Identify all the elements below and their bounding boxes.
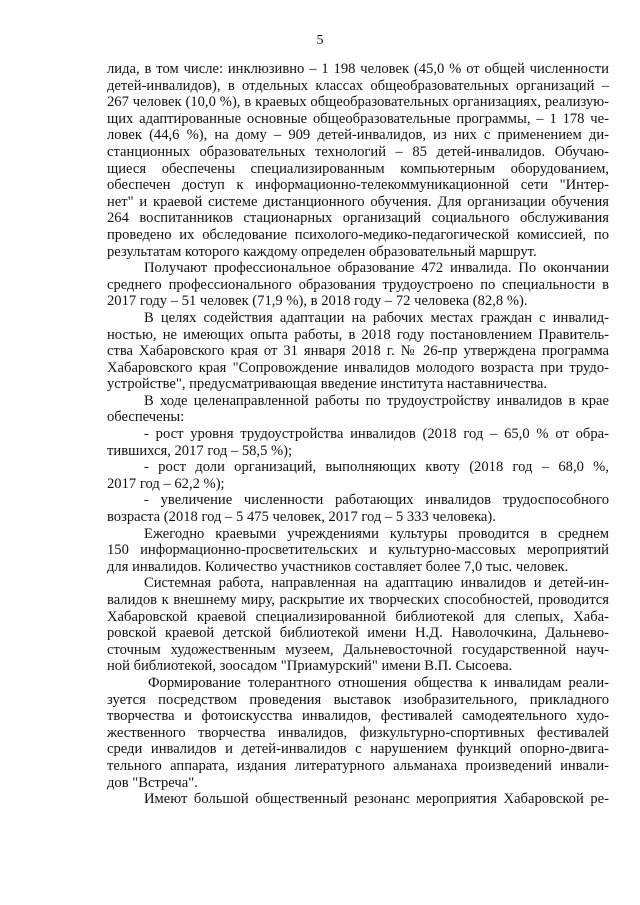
- text-line: результатам которого каждому определен образовательный маршрут.: [107, 243, 537, 260]
- text-line: 2017 год – 62,2 %);: [107, 475, 225, 492]
- text-line: Формирование толерантного отношения общества к инвалидам реали-: [148, 674, 609, 691]
- text-line: дов "Встреча".: [107, 774, 198, 791]
- text-line: ной библиотекой, зоосадом "Приамурский" имени В.П. Сысоева.: [107, 658, 513, 675]
- text-line: зуется посредством проведения выставок изобразительного, прикладного: [107, 691, 609, 708]
- text-line: устройстве", предусматривающая введение института наставничества.: [107, 376, 548, 393]
- text-line: ловек (44,6 %), на дому – 909 детей-инвалидов, из них с применением ди-: [107, 127, 609, 144]
- text-line: для инвалидов. Количество участников составляет более 7,0 тыс. человек.: [107, 558, 569, 575]
- text-line: жественного творчества инвалидов, физкультурно-спортивных фестивалей: [107, 724, 609, 741]
- text-line: В целях содействия адаптации на рабочих местах граждан с инвалид-: [144, 309, 609, 326]
- text-line: щиеся обеспечены специализированным компьютерным оборудованием,: [107, 160, 609, 177]
- text-line: - увеличение численности работающих инвалидов трудоспособного: [144, 492, 609, 509]
- text-line: Имеют большой общественный резонанс мероприятия Хабаровской ре-: [144, 791, 609, 808]
- text-line: ства Хабаровского края от 31 января 2018 г. № 26-пр утверждена программа: [107, 343, 609, 360]
- text-line: 150 информационно-просветительских и культурно-массовых мероприятий: [107, 542, 609, 559]
- text-line: 267 человек (10,0 %), в краевых общеобразовательных организациях, реализую-: [107, 94, 609, 111]
- text-line: 2017 году – 51 человек (71,9 %), в 2018 году – 72 человека (82,8 %).: [107, 293, 528, 310]
- text-line: нет" и краевой системе дистанционного обучения. Для организации обучения: [107, 193, 609, 210]
- text-line: обеспечены:: [107, 409, 185, 426]
- text-line: обеспечен доступ к информационно-телекоммуникационной сети "Интер-: [107, 177, 609, 194]
- page-number: 5: [316, 33, 324, 48]
- text-line: среди инвалидов и детей-инвалидов с нарушением функций опорно-двига-: [107, 741, 609, 758]
- text-line: детей-инвалидов), в отдельных классах общеобразовательных организаций –: [107, 77, 609, 94]
- text-line: - рост доли организаций, выполняющих квоту (2018 год – 68,0 %,: [144, 459, 609, 476]
- text-line: ровской краевой детской библиотекой имени Н.Д. Наволочкина, Дальнево-: [107, 625, 609, 642]
- text-line: тельного аппарата, издания литературного альманаха произведений инвали-: [107, 757, 609, 774]
- text-line: станционных образовательных технологий – 85 детей-инвалидов. Обучаю-: [107, 143, 609, 160]
- text-line: лида, в том числе: инклюзивно – 1 198 человек (45,0 % от общей численности: [107, 61, 609, 77]
- text-line: Получают профессиональное образование 472 инвалида. По окончании: [144, 260, 609, 277]
- text-line: среднего профессионального образования трудоустроено по специальности в: [107, 276, 609, 293]
- text-line: возраста (2018 год – 5 475 человек, 2017 год – 5 333 человека).: [107, 509, 496, 526]
- text-line: щих адаптированные основные общеобразовательные программы, – 1 178 че-: [107, 110, 609, 127]
- text-line: Хабаровской краевой специализированной библиотекой для слепых, Хаба-: [107, 608, 609, 625]
- text-line: ностью, не имеющих опыта работы, в 2018 году постановлением Правитель-: [107, 326, 609, 343]
- text-line: тившихся, 2017 год – 58,5 %);: [107, 442, 293, 459]
- text-line: сточным художественным музеем, Дальневосточной государственной науч-: [107, 641, 609, 658]
- text-line: творчества и фотоискусства инвалидов, фестивалей самодеятельного худо-: [107, 708, 609, 725]
- text-line: валидов к внешнему миру, раскрытие их творческих способностей, проводится: [107, 592, 609, 608]
- text-line: Системная работа, направленная на адаптацию инвалидов и детей-ин-: [144, 575, 609, 592]
- text-line: В ходе целенаправленной работы по трудоустройству инвалидов в крае: [144, 392, 609, 409]
- text-line: - рост уровня трудоустройства инвалидов (2018 год – 65,0 % от обра-: [144, 426, 609, 443]
- text-line: 264 воспитанников стационарных организаций социального обслуживания: [107, 210, 609, 227]
- document-body-text: [107, 61, 609, 808]
- text-line: Ежегодно краевыми учреждениями культуры проводится в среднем: [144, 525, 609, 542]
- text-line: проведено их обследование психолого-медико-педагогической комиссией, по: [107, 226, 609, 243]
- text-line: Хабаровского края "Сопровождение инвалидов молодого возраста при трудо-: [107, 359, 609, 376]
